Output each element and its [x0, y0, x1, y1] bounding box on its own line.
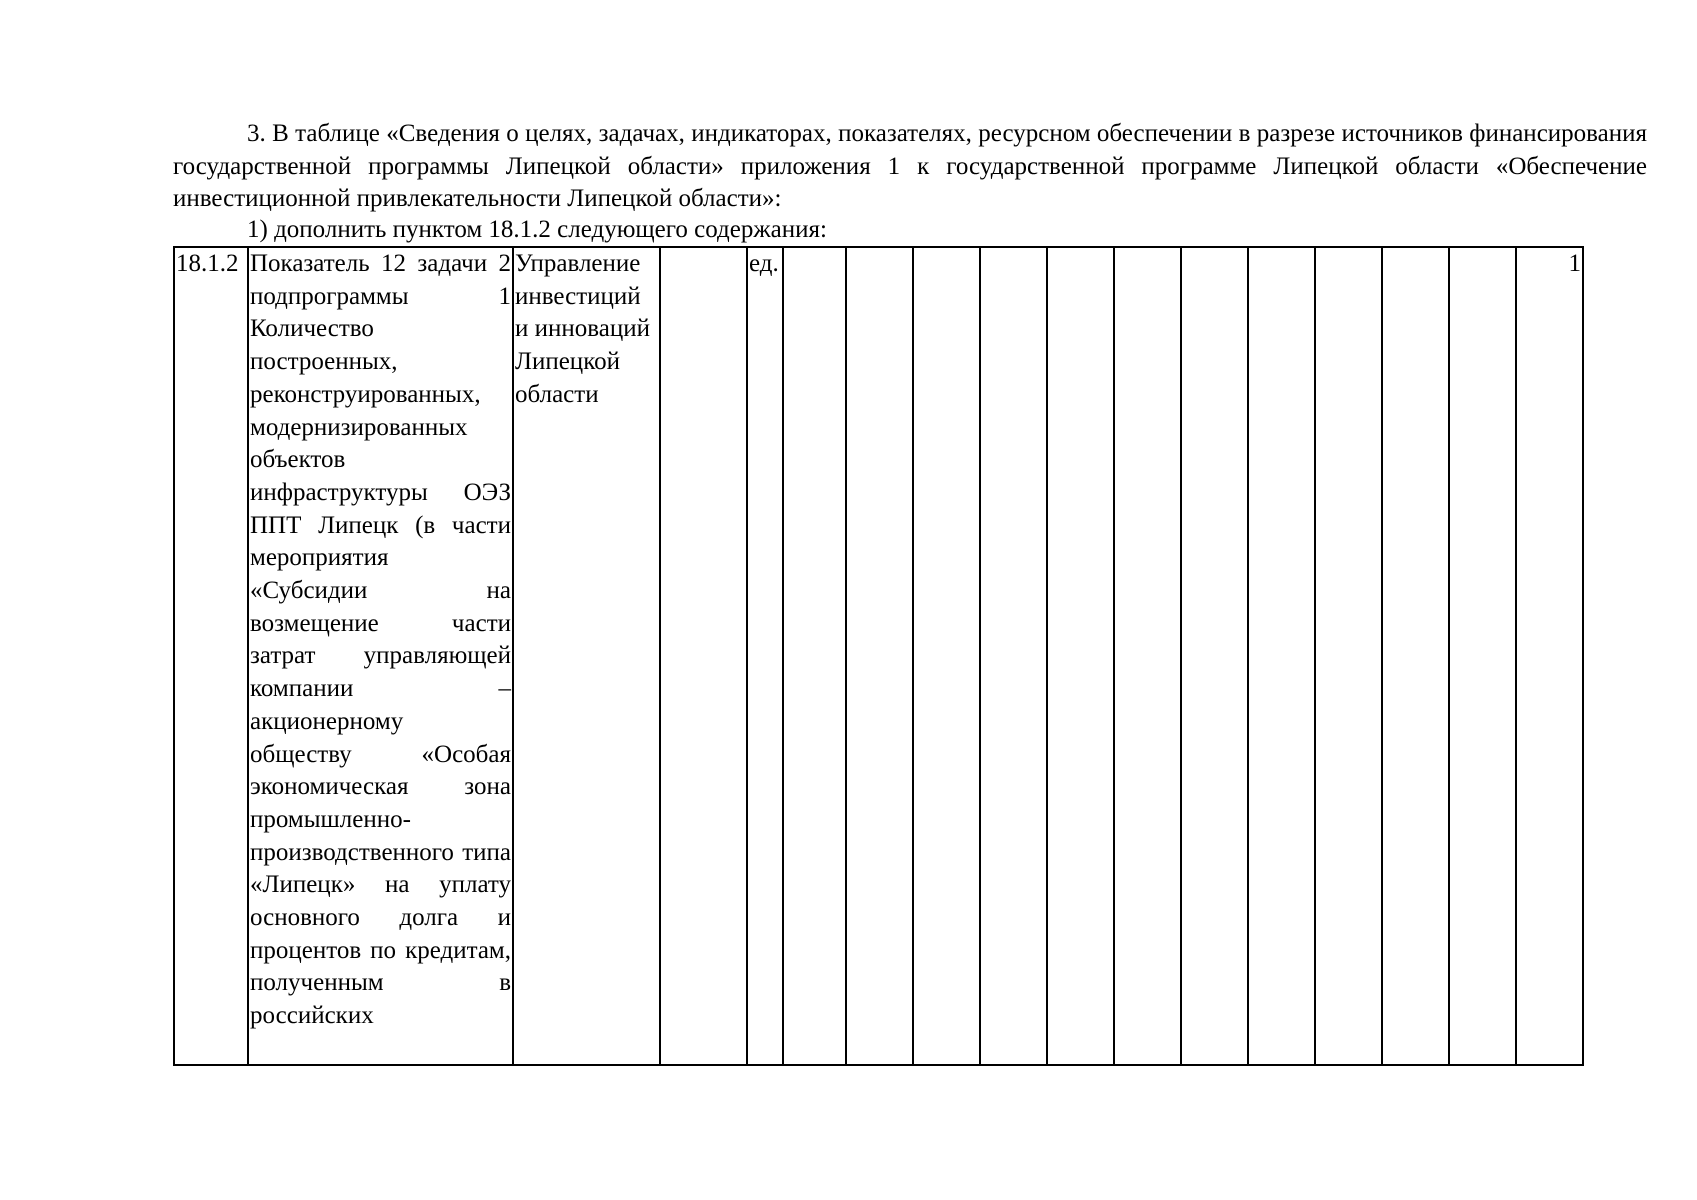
indicator-table — [173, 246, 1584, 1066]
indicator-description-cell: Показатель 12 задачи 2 подпрограммы 1 Количество построенных, реконструированных, модернизированных объектов инфраструктуры ОЭЗ ППТ Липецк (в части мероприятия «Субсидии на возмещение части затрат управляющей компании – акционерному обществу «Особая экономическая зона промышленно-производственного типа «Липецк» на уплату основного долга и процентов по кредитам, полученным в российских — [248, 247, 513, 1065]
responsible-executor-cell: Управление инвестиций и инноваций Липецкой области — [513, 247, 660, 1065]
intro-paragraph: 3. В таблице «Сведения о целях, задачах, индикаторах, показателях, ресурсном обеспечении в разрезе источников финансирования государственной программы Липецкой области» приложения 1 к государственной программе Липецкой области «Обеспечение инвестиционной привлекательности Липецкой области»: — [173, 120, 1647, 212]
value-cell — [783, 247, 846, 1065]
unit-cell: ед. — [747, 247, 783, 1065]
value-cell — [1382, 247, 1449, 1065]
source-cell — [660, 247, 747, 1065]
value-cell — [846, 247, 913, 1065]
value-cell — [1114, 247, 1181, 1065]
row-number-cell: 18.1.2 — [174, 247, 248, 1065]
subitem-line: 1) дополнить пунктом 18.1.2 следующего содержания: — [247, 216, 827, 243]
table-row — [174, 247, 1583, 1065]
value-cell — [913, 247, 980, 1065]
final-value-cell: 1 — [1516, 247, 1583, 1065]
value-cell — [1315, 247, 1382, 1065]
value-cell — [1248, 247, 1315, 1065]
value-cell — [980, 247, 1047, 1065]
value-cell — [1047, 247, 1114, 1065]
value-cell — [1181, 247, 1248, 1065]
value-cell — [1449, 247, 1516, 1065]
